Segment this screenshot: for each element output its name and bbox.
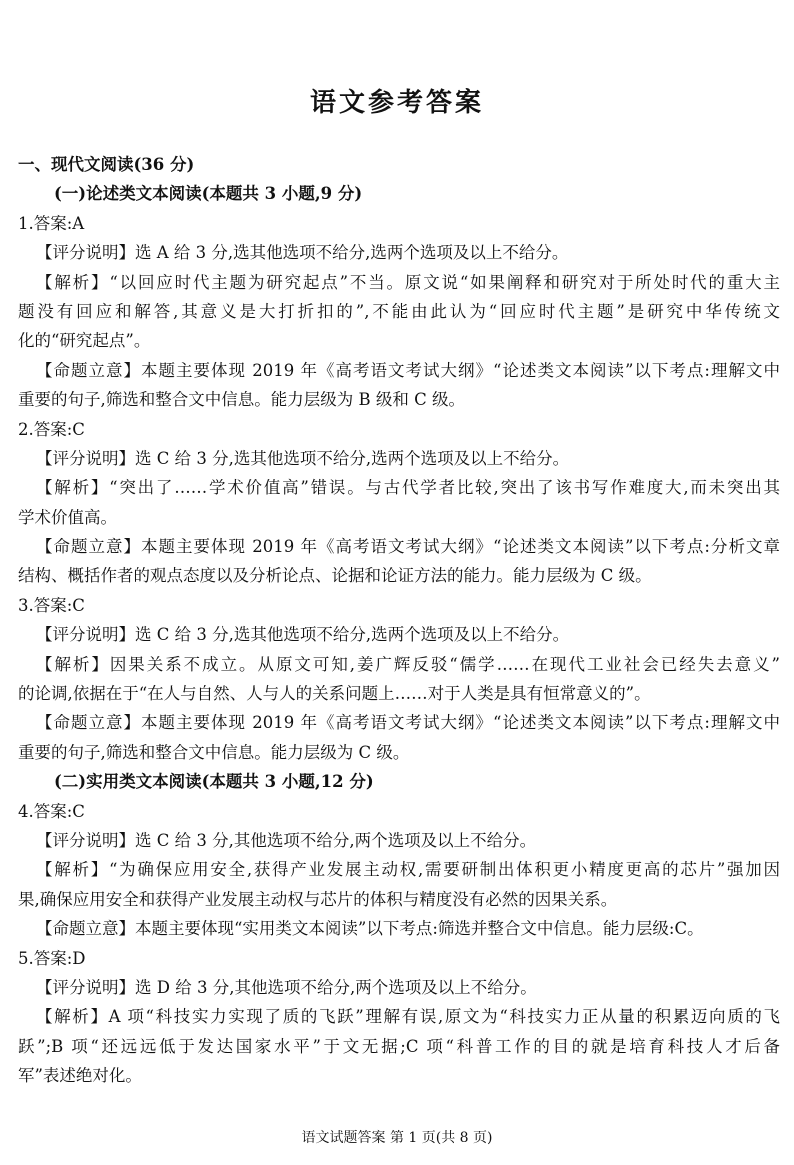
intent-line: 【命题立意】本题主要体现 2019 年《高考语文考试大纲》“论述类文本阅读”以下考点:理解文中 <box>36 713 780 733</box>
question-answer: 3.答案:C <box>18 595 85 615</box>
analysis-line: 【解析】因果关系不成立。从原文可知,姜广辉反驳“儒学……在现代工业社会已经失去意义” <box>36 654 780 674</box>
analysis-line: 果,确保应用安全和获得产业发展主动权与芯片的体积与精度没有必然的因果关系。 <box>18 889 618 909</box>
question-answer: 1.答案:A <box>18 213 85 233</box>
subsection-heading: (一)论述类文本阅读(本题共 3 小题,9 分) <box>54 184 363 204</box>
analysis-line: 【解析】A 项“科技实力实现了质的飞跃”理解有误,原文为“科技实力正从量的积累迈向质的飞 <box>36 1007 780 1027</box>
analysis-line: 跃”;B 项“还远远低于发达国家水平”于文无据;C 项“科普工作的目的就是培育科技人才后备 <box>18 1036 780 1056</box>
scoring-note: 【评分说明】选 C 给 3 分,其他选项不给分,两个选项及以上不给分。 <box>36 830 537 850</box>
page-footer: 语文试题答案 第 1 页(共 8 页) <box>301 1130 493 1146</box>
section-heading: 一、现代文阅读(36 分) <box>18 155 195 174</box>
analysis-line: 【解析】“以回应时代主题为研究起点”不当。原文说“如果阐释和研究对于所处时代的重大主 <box>36 272 780 292</box>
analysis-line: 军”表述绝对化。 <box>18 1066 142 1086</box>
scoring-note: 【评分说明】选 C 给 3 分,选其他选项不给分,选两个选项及以上不给分。 <box>36 625 570 645</box>
question-answer: 5.答案:D <box>18 948 86 968</box>
analysis-line: 【解析】“突出了……学术价值高”错误。与古代学者比较,突出了该书写作难度大,而未突出其 <box>36 478 780 498</box>
intent-line: 【命题立意】本题主要体现“实用类文本阅读”以下考点:筛选并整合文中信息。能力层级:C。 <box>36 919 704 939</box>
analysis-line: 【解析】“为确保应用安全,获得产业发展主动权,需要研制出体积更小精度更高的芯片”强加因 <box>36 860 780 880</box>
answer-content <box>18 150 780 1091</box>
intent-line: 【命题立意】本题主要体现 2019 年《高考语文考试大纲》“论述类文本阅读”以下考点:理解文中 <box>36 360 780 380</box>
intent-line: 重要的句子,筛选和整合文中信息。能力层级为 C 级。 <box>18 742 410 762</box>
subsection-heading: (二)实用类文本阅读(本题共 3 小题,12 分) <box>54 772 374 792</box>
scoring-note: 【评分说明】选 A 给 3 分,选其他选项不给分,选两个选项及以上不给分。 <box>36 243 569 263</box>
intent-line: 【命题立意】本题主要体现 2019 年《高考语文考试大纲》“论述类文本阅读”以下考点:分析文章 <box>36 537 780 557</box>
analysis-line: 化的“研究起点”。 <box>18 331 151 351</box>
analysis-line: 题没有回应和解答,其意义是大打折扣的”,不能由此认为“回应时代主题”是研究中华传统文 <box>18 301 780 321</box>
page-title: 语文参考答案 <box>309 88 484 118</box>
question-answer: 2.答案:C <box>18 419 85 439</box>
scoring-note: 【评分说明】选 D 给 3 分,其他选项不给分,两个选项及以上不给分。 <box>36 977 537 997</box>
intent-line: 重要的句子,筛选和整合文中信息。能力层级为 B 级和 C 级。 <box>18 390 465 410</box>
intent-line: 结构、概括作者的观点态度以及分析论点、论据和论证方法的能力。能力层级为 C 级。 <box>18 566 652 586</box>
analysis-line: 的论调,依据在于“在人与自然、人与人的关系问题上……对于人类是具有恒常意义的”。 <box>18 684 651 704</box>
question-answer: 4.答案:C <box>18 801 85 821</box>
scoring-note: 【评分说明】选 C 给 3 分,选其他选项不给分,选两个选项及以上不给分。 <box>36 448 570 468</box>
analysis-line: 学术价值高。 <box>18 507 117 527</box>
